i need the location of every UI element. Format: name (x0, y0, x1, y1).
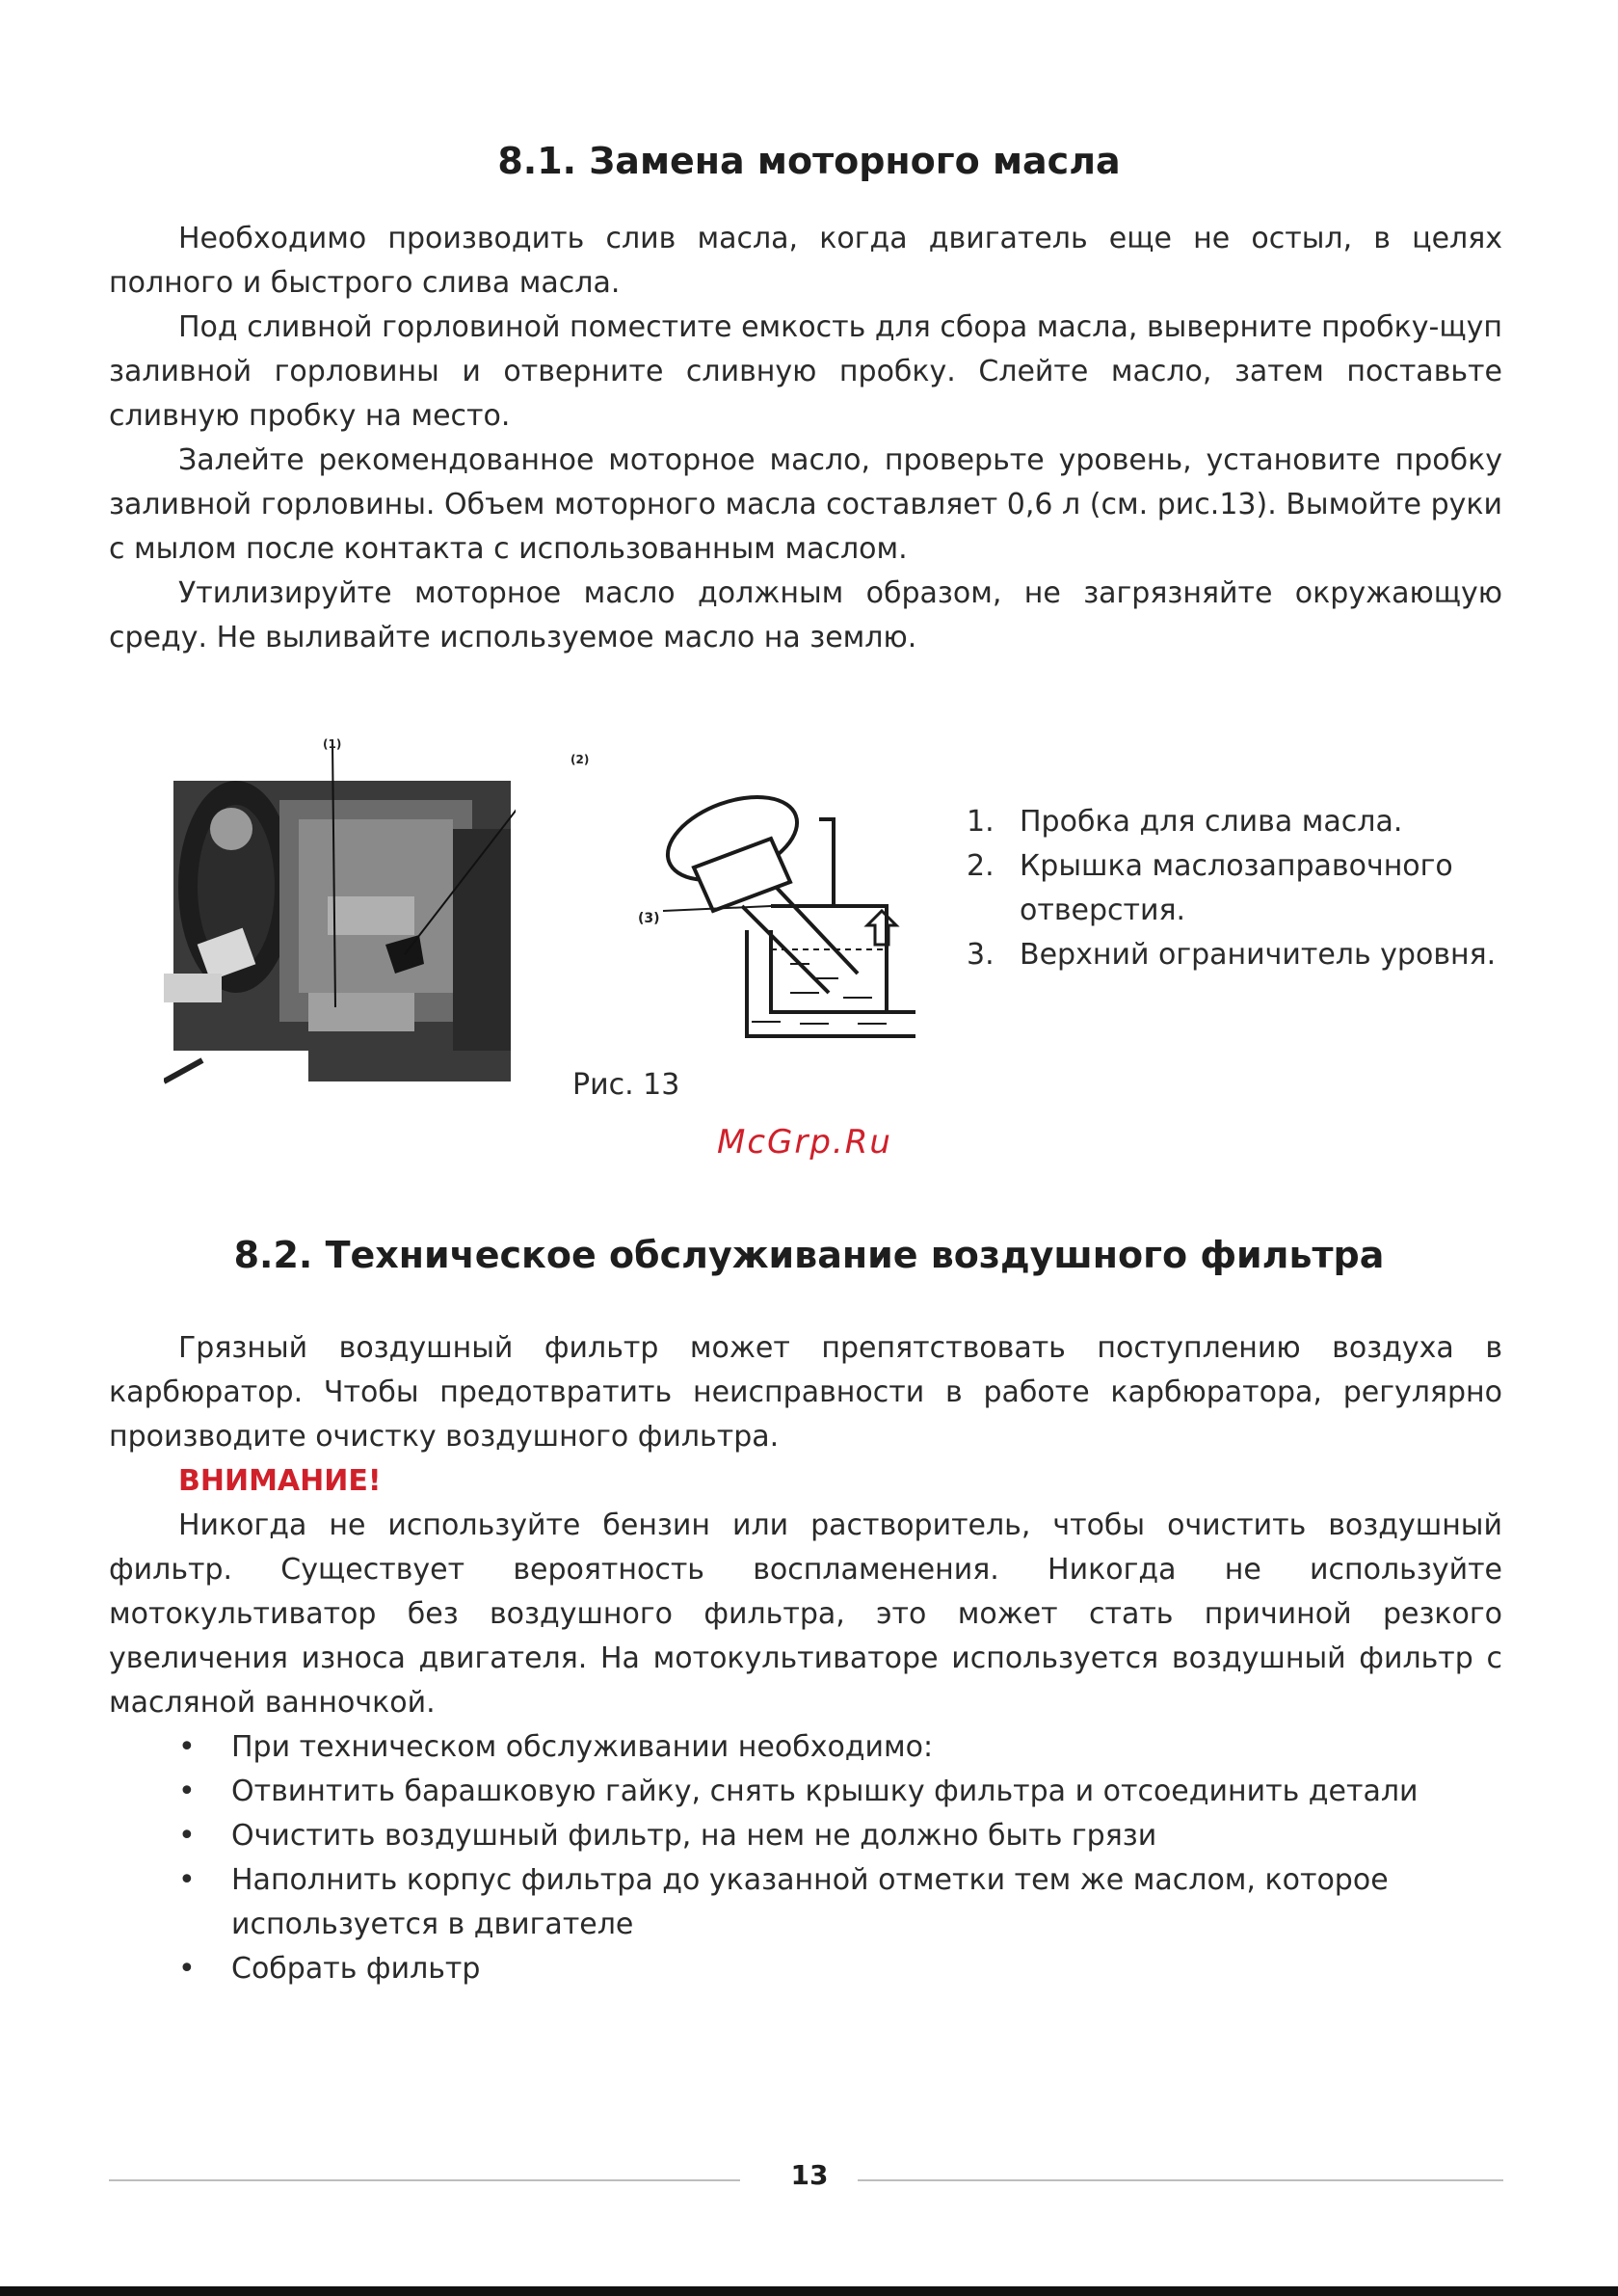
engine-photo (164, 742, 516, 1084)
legend-item: 1. Пробка для слива масла. (967, 805, 1403, 839)
callout-label-3: (3) (638, 911, 660, 926)
bullet-icon: • (178, 1952, 196, 1986)
maintenance-steps-list (109, 1725, 1502, 1991)
figure-legend (967, 800, 1525, 977)
paragraph: Утилизируйте моторное масло должным образом, не загрязняйте окружающую среду. Не выливайте используемое масло на землю. (109, 576, 1502, 654)
section-body-air-filter (109, 1326, 1502, 1991)
legend-item: 3. Верхний ограничитель уровня. (967, 938, 1497, 972)
page-number: 13 (790, 2159, 829, 2191)
paragraph: Никогда не используйте бензин или растворитель, чтобы очистить воздушный фильтр. Существует вероятность воспламенения. Никогда не используйте мотокультиватор без воздушного фильтра, это может стать причиной резкого увеличения износа двигателя. На мотокультиваторе используется воздушный фильтр с масляной ванночкой. (109, 1508, 1502, 1720)
list-item: • При техническом обслуживании необходимо: (109, 1725, 1502, 1770)
bottom-edge-bar (0, 2286, 1618, 2296)
list-item: • Наполнить корпус фильтра до указанной отметки тем же маслом, которое используется в двигателе (109, 1858, 1502, 1947)
watermark-text: McGrp.Ru (717, 1123, 892, 1161)
list-item: • Собрать фильтр (109, 1947, 1502, 1991)
figure-caption: Рис. 13 (572, 1068, 680, 1102)
section-heading-oil-change: 8.1. Замена моторного масла (497, 140, 1121, 182)
footer-divider-left (109, 2179, 740, 2181)
bullet-icon: • (178, 1819, 196, 1853)
paragraph: Грязный воздушный фильтр может препятствовать поступлению воздуха в карбюратор. Чтобы предотвратить неисправности в работе карбюратора, регулярно производите очистку воздушного фильтра. (109, 1331, 1502, 1454)
oil-level-diagram (636, 771, 925, 1041)
section-body-oil-change (109, 217, 1502, 660)
list-item: • Очистить воздушный фильтр, на нем не должно быть грязи (109, 1814, 1502, 1858)
legend-item: 2. Крышка маслозаправочного отверстия. (967, 849, 1453, 927)
section-heading-air-filter: 8.2. Техническое обслуживание воздушного фильтра (233, 1234, 1385, 1276)
footer-divider-right (858, 2179, 1503, 2181)
list-item: • Отвинтить барашковую гайку, снять крышку фильтра и отсоединить детали (109, 1770, 1502, 1814)
paragraph: Залейте рекомендованное моторное масло, проверьте уровень, установите пробку заливной горловины. Объем моторного масла составляет 0,6 л (см. рис.13). Вымойте руки с мылом после контакта с использованным маслом. (109, 443, 1502, 566)
bullet-icon: • (178, 1775, 196, 1808)
callout-label-2: (2) (570, 753, 590, 766)
warning-label: ВНИМАНИЕ! (178, 1464, 382, 1498)
paragraph: Необходимо производить слив масла, когда двигатель еще не остыл, в целях полного и быстрого слива масла. (109, 222, 1502, 300)
bullet-icon: • (178, 1863, 196, 1897)
paragraph: Под сливной горловиной поместите емкость для сбора масла, выверните пробку-щуп заливной горловины и отверните сливную пробку. Слейте масло, затем поставьте сливную пробку на место. (109, 310, 1502, 433)
bullet-icon: • (178, 1730, 196, 1764)
callout-label-1: (1) (323, 737, 342, 751)
